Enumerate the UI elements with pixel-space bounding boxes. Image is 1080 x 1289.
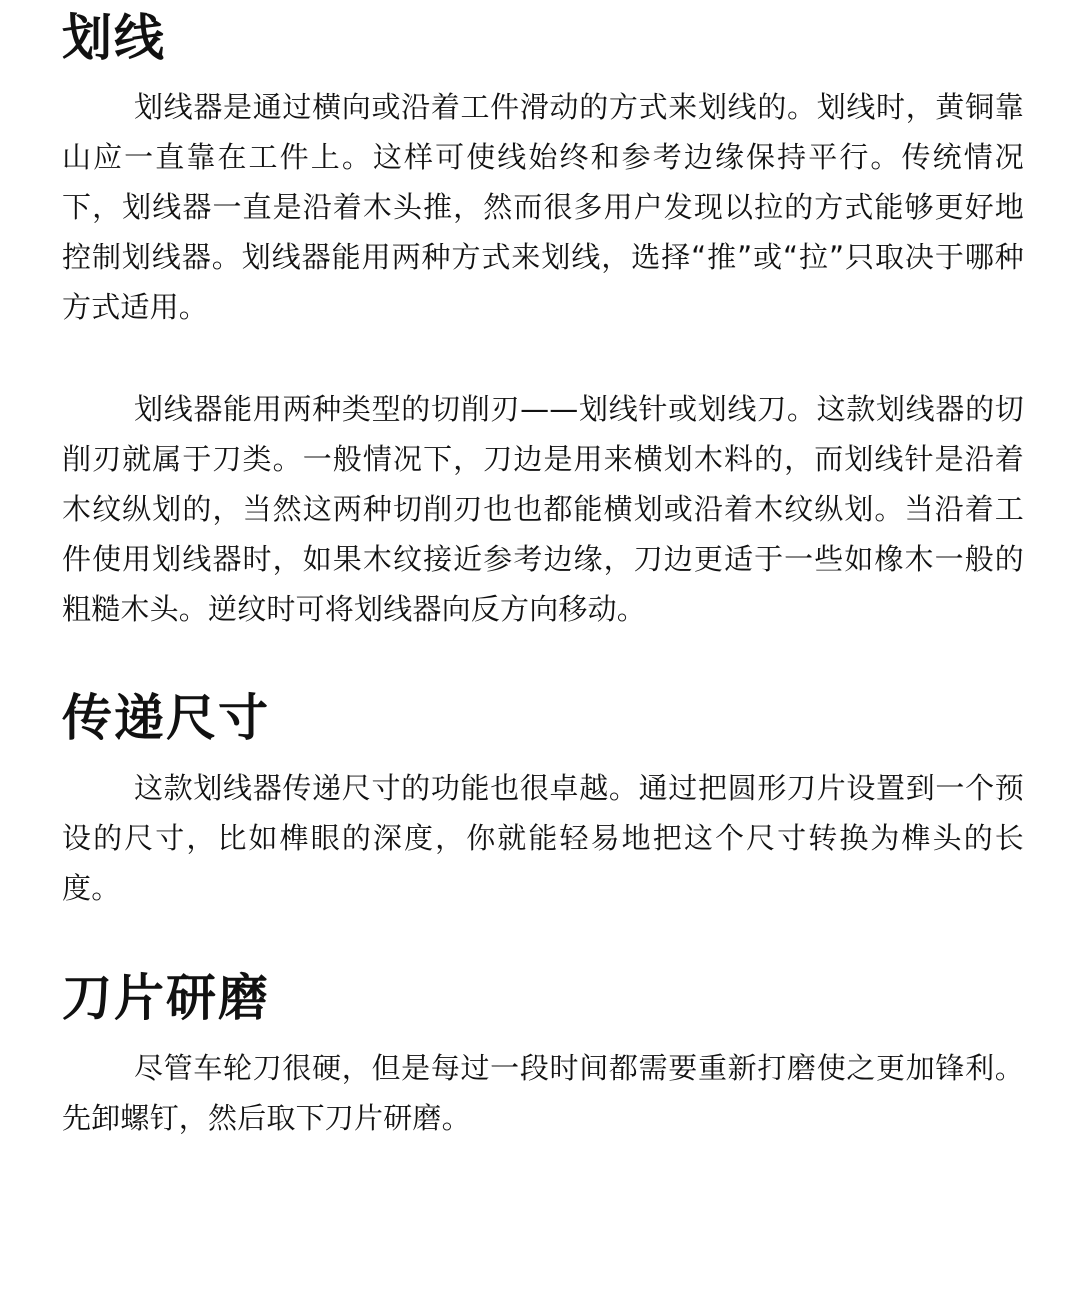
paragraph-scribing-method: 划线器是通过横向或沿着工件滑动的方式来划线的。划线时，黄铜靠山应一直靠在工件上。这样可使线始终和参考边缘保持平行。传统情况下，划线器一直是沿着木头推，然而很多用户发现以拉的方式能够更好地控制划线器。划线器能用两种方式来划线，选择“推”或“拉”只取决于哪种方式适用。	[62, 90, 1024, 324]
section-heading-transfer-size: 传递尺寸	[62, 689, 270, 747]
paragraph-transfer-size: 这款划线器传递尺寸的功能也很卓越。通过把圆形刀片设置到一个预设的尺寸，比如榫眼的深度，你就能轻易地把这个尺寸转换为榫头的长度。	[62, 771, 1024, 905]
section-heading-scribing: 划线	[62, 9, 166, 67]
section-heading-blade-sharpening: 刀片研磨	[62, 969, 270, 1027]
paragraph-cutting-edges: 划线器能用两种类型的切削刃——划线针或划线刀。这款划线器的切削刃就属于刀类。一般情况下，刀边是用来横划木料的，而划线针是沿着木纹纵划的，当然这两种切削刃也也都能横划或沿着木纹纵划。当沿着工件使用划线器时，如果木纹接近参考边缘，刀边更适于一些如橡木一般的粗糙木头。逆纹时可将划线器向反方向移动。	[62, 392, 1024, 626]
paragraph-blade-sharpening: 尽管车轮刀很硬，但是每过一段时间都需要重新打磨使之更加锋利。先卸螺钉，然后取下刀片研磨。	[62, 1051, 1024, 1135]
